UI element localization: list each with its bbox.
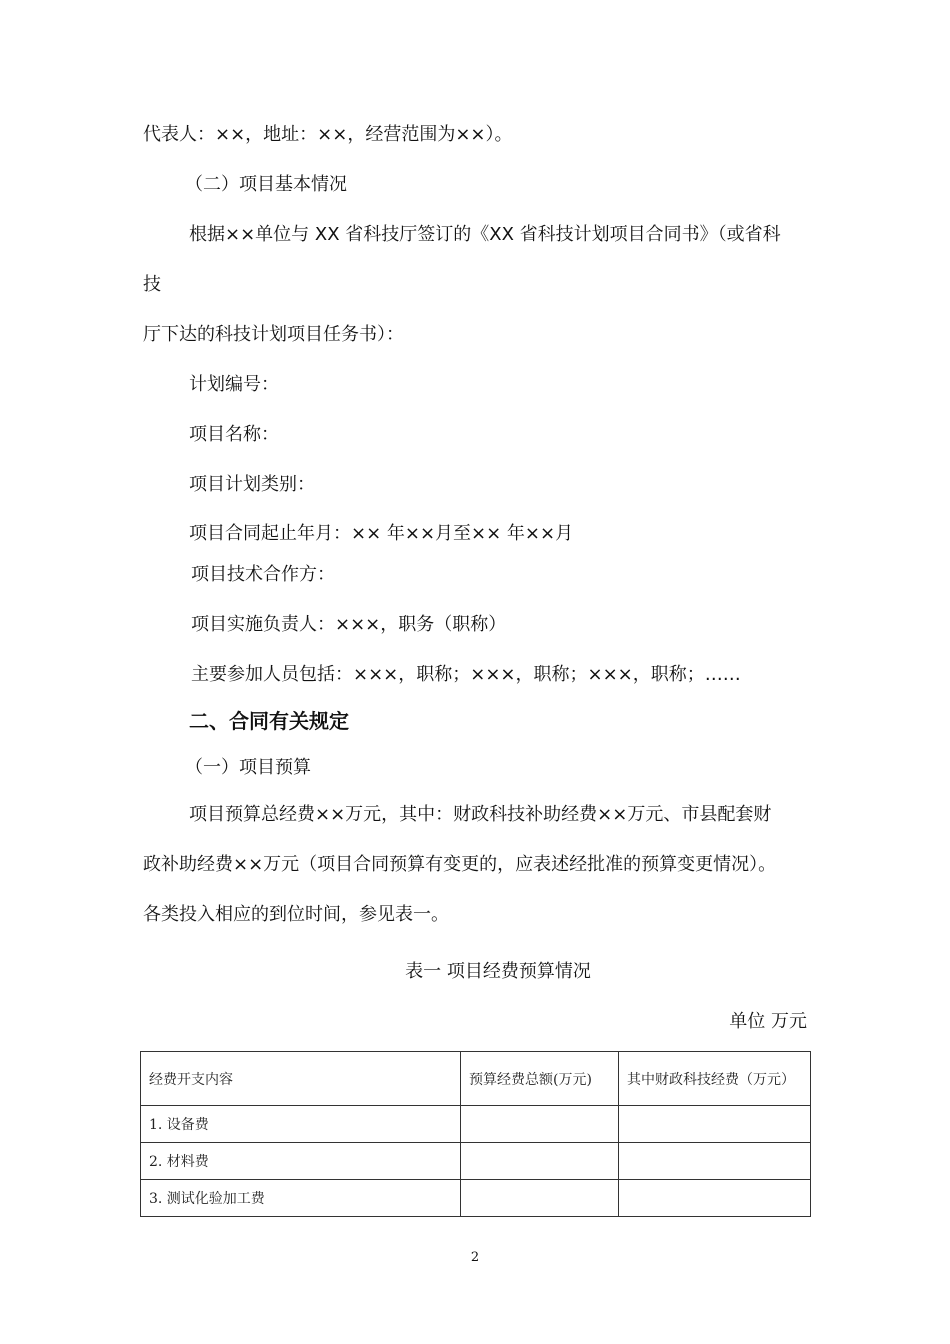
paragraph-task-book: 厅下达的科技计划项目任务书）： (143, 324, 404, 345)
field-project-name: 项目名称： (189, 424, 279, 445)
cell-fiscal (619, 1143, 811, 1180)
page-number: 2 (470, 1250, 480, 1265)
paragraph-representative: 代表人：××，地址：××，经营范围为××）。 (143, 124, 513, 145)
paragraph-budget-subsidy: 政补助经费××万元（项目合同预算有变更的，应表述经批准的预算变更情况）。 (143, 854, 777, 875)
paragraph-contract-basis: 根据××单位与 XX 省科技厅签订的《XX 省科技计划项目合同书》（或省科 (189, 224, 781, 245)
cell-fiscal (619, 1180, 811, 1217)
cell-total (461, 1143, 619, 1180)
paragraph-budget-total: 项目预算总经费××万元，其中：财政科技补助经费××万元、市县配套财 (189, 804, 772, 825)
table-row (141, 1106, 811, 1143)
field-plan-number: 计划编号： (189, 374, 279, 395)
field-participants: 主要参加人员包括：×××，职称；×××，职称；×××，职称；…… (191, 664, 741, 685)
table-unit: 单位 万元 (729, 1011, 807, 1032)
header-expense-item: 经费开支内容 (141, 1052, 461, 1106)
table-title: 表一 项目经费预算情况 (405, 961, 591, 982)
field-project-leader: 项目实施负责人：×××，职务（职称） (191, 614, 507, 635)
cell-fiscal (619, 1106, 811, 1143)
cell-item: 3. 测试化验加工费 (141, 1180, 461, 1217)
cell-total (461, 1106, 619, 1143)
table-row (141, 1143, 811, 1180)
table-header-row (141, 1052, 811, 1106)
paragraph-contract-basis-wrap: 技 (143, 274, 161, 295)
table-row (141, 1180, 811, 1217)
chapter-heading-contract-rules: 二、合同有关规定 (189, 709, 349, 733)
paragraph-budget-timing: 各类投入相应的到位时间，参见表一。 (143, 904, 449, 925)
header-fiscal-funds: 其中财政科技经费（万元） (619, 1052, 811, 1106)
budget-table (140, 1051, 811, 1217)
cell-item: 1. 设备费 (141, 1106, 461, 1143)
field-contract-period: 项目合同起止年月：×× 年××月至×× 年××月 (189, 523, 574, 544)
field-tech-partner: 项目技术合作方： (191, 564, 335, 585)
cell-item: 2. 材料费 (141, 1143, 461, 1180)
header-total-budget: 预算经费总额(万元) (461, 1052, 619, 1106)
section-heading-budget: （一）项目预算 (185, 757, 311, 778)
cell-total (461, 1180, 619, 1217)
section-heading-project-basic: （二）项目基本情况 (185, 174, 347, 195)
field-plan-category: 项目计划类别： (189, 474, 315, 495)
